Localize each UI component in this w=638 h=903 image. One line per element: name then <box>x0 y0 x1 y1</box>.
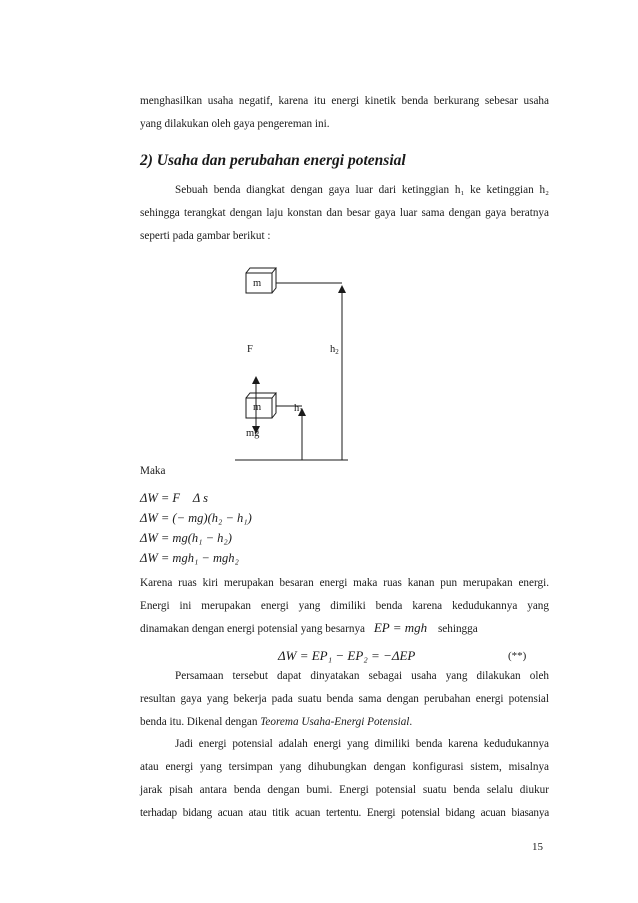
paragraph-3-line-3 <box>140 619 549 638</box>
paragraph-3-text-b: sehingga <box>437 623 478 635</box>
paragraph-3-text-a: dinamakan dengan energi potensial yang besarnya <box>140 623 366 635</box>
potential-energy-formula: EP = mgh <box>373 620 428 635</box>
page-number: 15 <box>532 841 543 853</box>
equation-tag: (**) <box>508 650 527 662</box>
equation-4: ΔW = mgh₁ − mgh₂ <box>140 551 239 565</box>
paragraph-4-text-b: . <box>409 716 413 728</box>
paragraph-1-line-1: menghasilkan usaha negatif, karena itu energi kinetik benda berkurang sebesar usaha <box>140 95 549 107</box>
paragraph-3-line-1: Karena ruas kiri merupakan besaran energi maka ruas kanan pun merupakan energi. <box>140 577 549 589</box>
maka-label: Maka <box>140 465 166 477</box>
paragraph-2-line-1: Sebuah benda diangkat dengan gaya luar dari ketinggian h₁ ke ketinggian h₂ <box>175 184 549 196</box>
equation-3: ΔW = mg(h₁ − h₂) <box>140 531 232 545</box>
paragraph-4-line-2: resultan gaya yang bekerja pada suatu benda sama dengan perubahan energi potensial <box>140 693 549 705</box>
paragraph-2-line-2: sehingga terangkat dengan laju konstan dan besar gaya luar sama dengan gaya beratnya <box>140 207 549 219</box>
paragraph-2-line-3: seperti pada gambar berikut : <box>140 230 271 242</box>
paragraph-1-line-2: yang dilakukan oleh gaya pengereman ini. <box>140 118 330 130</box>
section-heading: 2) Usaha dan perubahan energi potensial <box>140 152 406 169</box>
paragraph-5-line-2: atau energi yang tersimpan yang dihubungkan dengan konfigurasi sistem, misalnya <box>140 761 549 773</box>
paragraph-5-line-1: Jadi energi potensial adalah energi yang dimiliki benda karena kedudukannya <box>175 738 549 750</box>
paragraph-4-line-3 <box>140 715 549 729</box>
equation-2: ΔW = (− mg)(h₂ − h₁) <box>140 511 252 525</box>
work-energy-equation: ΔW = EP₁ − EP₂ = −ΔEP <box>278 648 416 663</box>
theorem-name: Teorema Usaha-Energi Potensial <box>260 716 410 728</box>
h2-label: $h_2$ <box>330 344 339 356</box>
equation-1: ΔW = F⃗ Δ s⃗ <box>140 491 218 505</box>
paragraph-5-line-3: jarak pisah antara benda dengan bumi. Energi potensial suatu benda selalu diukur <box>140 784 549 796</box>
paragraph-4-line-1: Persamaan tersebut dapat dinyatakan sebagai usaha yang dilakukan oleh <box>175 670 549 682</box>
force-label: F <box>247 344 253 355</box>
h1-label: $h_1$ <box>294 403 303 415</box>
weight-label: mg <box>246 428 260 439</box>
paragraph-3-line-2: Energi ini merupakan energi yang dimiliki benda karena kedudukannya yang <box>140 600 549 612</box>
mass-label-bottom: m <box>253 402 262 413</box>
paragraph-4-text-a: benda itu. Dikenal dengan <box>140 716 258 728</box>
paragraph-5-line-4: terhadap bidang acuan atau titik acuan tertentu. Energi potensial bidang acuan biasanya <box>140 807 549 819</box>
mass-label-top: m <box>253 278 262 289</box>
